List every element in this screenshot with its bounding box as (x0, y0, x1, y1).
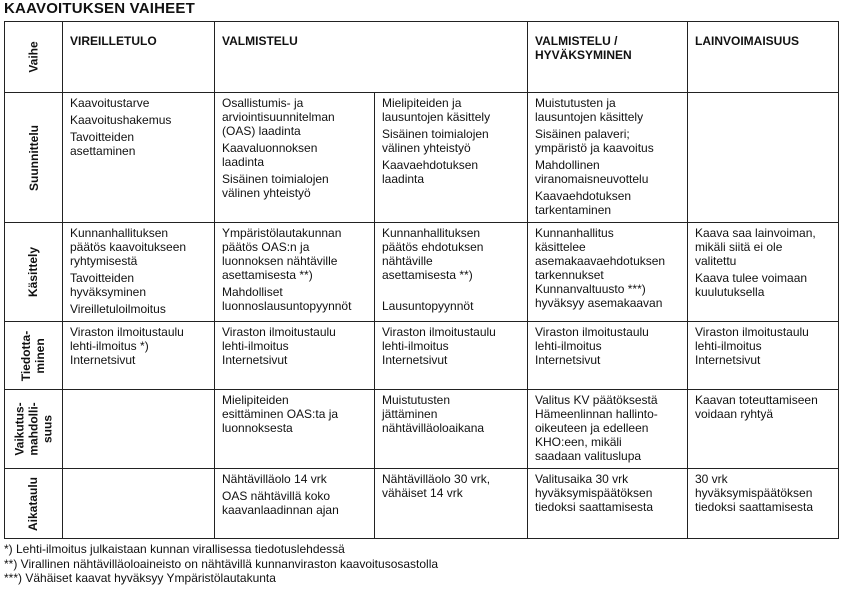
cell-text: Mahdolliset luonnoslausuntopyynnöt (222, 285, 352, 313)
table-cell (528, 469, 688, 539)
cell-text: Kunnanhallituksen päätös kaavoitukseen ryhtymisestä (70, 226, 187, 268)
table-cell (63, 469, 215, 539)
table-cell (63, 93, 215, 223)
table-cell (528, 322, 688, 390)
table-cell (63, 322, 215, 390)
column-header-valmistelu-hyvaksyminen: VALMISTELU / HYVÄKSYMINEN (528, 22, 688, 93)
row-label-cell (5, 93, 63, 223)
table-cell (375, 390, 528, 469)
cell-text: Kaavaluonnoksen laadinta (222, 141, 318, 169)
cell-text: Kunnanhallitus käsittelee asemakaavaehdotuksen tarkennukset Kunnanvaltuusto ***) hyväksyy asemakaavan (535, 226, 666, 310)
table-cell (688, 322, 839, 390)
row-label-text: Suunnittelu (26, 124, 41, 191)
row-label-cell (5, 469, 63, 539)
row-label-text: Vaikutus- mahdolli- suus (12, 402, 55, 456)
cell-text: Muistutusten ja lausuntojen käsittely (535, 96, 644, 124)
cell-text: Mahdollinen viranomaisneuvottelu (535, 158, 649, 186)
table-cell (688, 93, 839, 223)
cell-text: Kaavaehdotuksen tarkentaminen (535, 189, 632, 217)
cell-text: Tavoitteiden hyväksyminen (70, 271, 147, 299)
table-row (5, 322, 839, 390)
footnote: ***) Vähäiset kaavat hyväksyy Ympäristölautakunta (4, 571, 276, 585)
cell-text: Viraston ilmoitustaulu lehti-ilmoitus *) Internetsivut (70, 325, 184, 367)
cell-text: Vireilletuloilmoitus (70, 302, 166, 316)
cell-text: Valitus KV päätöksestä Hämeenlinnan hallinto- oikeuteen ja edelleen KHO:een, mikäli saadaan valituslupa (535, 393, 658, 463)
table-cell (375, 93, 528, 223)
table-cell (528, 223, 688, 322)
table-cell (375, 223, 528, 322)
cell-text: Kaava tulee voimaan kuulutuksella (695, 271, 808, 299)
row-label-text: Aikataulu (26, 476, 41, 531)
cell-text: Sisäinen palaveri; ympäristö ja kaavoitus (535, 127, 654, 155)
cell-text: Kaavoitushakemus (70, 113, 172, 127)
table-row (5, 390, 839, 469)
table-cell (63, 223, 215, 322)
cell-text: Mielipiteiden ja lausuntojen käsittely (382, 96, 491, 124)
table-cell (215, 93, 375, 223)
cell-text: Osallistumis- ja arviointisuunnitelman (OAS) laadinta (222, 96, 335, 138)
cell-text: Lausuntopyynnöt (382, 299, 474, 313)
table-row (5, 93, 839, 223)
column-header-valmistelu: VALMISTELU (215, 22, 528, 93)
cell-text: Kunnanhallituksen päätös ehdotuksen nähtäville asettamisesta **) (382, 226, 484, 282)
cell-text: Viraston ilmoitustaulu lehti-ilmoitus Internetsivut (382, 325, 496, 367)
cell-text: Kaavaehdotuksen laadinta (382, 158, 479, 186)
table-cell (215, 223, 375, 322)
table-cell (215, 322, 375, 390)
cell-text: Kaava saa lainvoiman, mikäli siitä ei ole valitettu (695, 226, 816, 268)
row-label-text: Vaihe (26, 41, 41, 73)
column-header-lainvoimaisuus: LAINVOIMAISUUS (688, 22, 839, 93)
cell-text: Viraston ilmoitustaulu lehti-ilmoitus Internetsivut (222, 325, 336, 367)
cell-text: Viraston ilmoitustaulu lehti-ilmoitus Internetsivut (695, 325, 809, 367)
table-cell (688, 390, 839, 469)
table-cell (688, 469, 839, 539)
planning-stages-table (4, 21, 839, 539)
header-row (5, 22, 839, 93)
page-title: KAAVOITUKSEN VAIHEET (4, 0, 195, 17)
table-cell (63, 390, 215, 469)
table-row (5, 223, 839, 322)
table-cell (215, 469, 375, 539)
table-cell (688, 223, 839, 322)
table-cell (528, 93, 688, 223)
cell-text: Sisäinen toimialojen välinen yhteistyö (222, 172, 329, 200)
row-label-cell (5, 322, 63, 390)
cell-text: Valitusaika 30 vrk hyväksymispäätöksen tiedoksi saattamisesta (535, 472, 654, 514)
table-cell (215, 390, 375, 469)
cell-text: Sisäinen toimialojen välinen yhteistyö (382, 127, 489, 155)
footnote: *) Lehti-ilmoitus julkaistaan kunnan virallisessa tiedotuslehdessä (4, 542, 345, 556)
column-header-vireilletulo: VIREILLETULO (63, 22, 215, 93)
row-label-text: Käsittely (26, 246, 41, 298)
cell-text: Muistutusten jättäminen nähtävilläoloaikana (382, 393, 485, 435)
row-label-vaihe (5, 22, 63, 93)
table-cell (528, 390, 688, 469)
cell-text: Kaavan toteuttamiseen voidaan ryhtyä (695, 393, 818, 421)
cell-text: Viraston ilmoitustaulu lehti-ilmoitus Internetsivut (535, 325, 649, 367)
cell-text: 30 vrk hyväksymispäätöksen tiedoksi saattamisesta (695, 472, 814, 514)
footnotes (4, 542, 438, 586)
row-label-cell (5, 390, 63, 469)
cell-text: Tavoitteiden asettaminen (70, 130, 136, 158)
row-label-text: Tiedotta- minen (19, 330, 48, 381)
table-cell (375, 322, 528, 390)
cell-text: Ympäristölautakunnan päätös OAS:n ja luonnoksen nähtäville asettamisesta **) (222, 226, 342, 282)
cell-text: OAS nähtävillä koko kaavanlaadinnan ajan (222, 489, 339, 517)
row-label-cell (5, 223, 63, 322)
table-row (5, 469, 839, 539)
cell-text: Mielipiteiden esittäminen OAS:ta ja luonnoksesta (222, 393, 339, 435)
table-cell (375, 469, 528, 539)
footnote: **) Virallinen nähtävilläoloaineisto on nähtävillä kunnanviraston kaavoitusosastolla (4, 556, 439, 571)
cell-text: Nähtävilläolo 30 vrk, vähäiset 14 vrk (382, 472, 491, 500)
cell-text: Nähtävilläolo 14 vrk (222, 472, 327, 486)
cell-text: Kaavoitustarve (70, 96, 150, 110)
